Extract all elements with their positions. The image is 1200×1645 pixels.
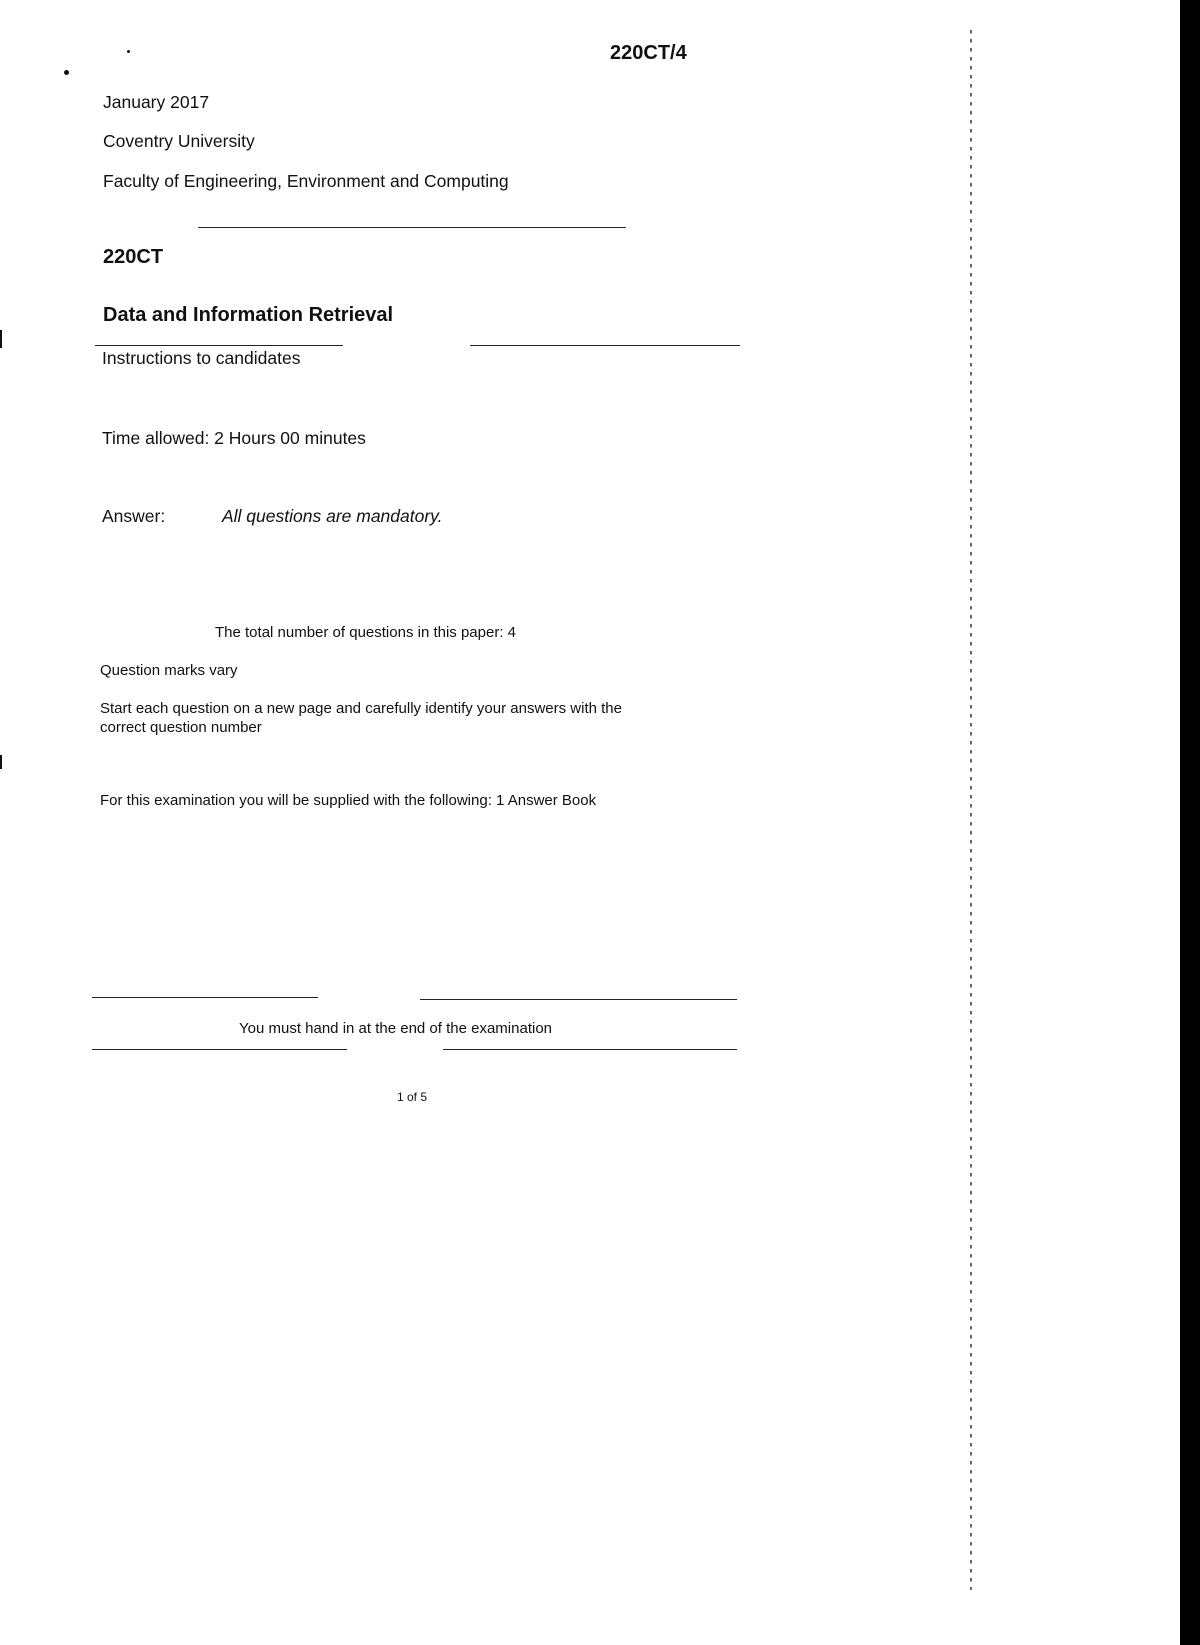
- question-marks: Question marks vary: [100, 662, 238, 679]
- divider: [420, 999, 737, 1000]
- divider: [198, 227, 626, 228]
- answer-label: Answer:: [102, 506, 166, 526]
- scan-edge-shadow: [1180, 0, 1200, 1645]
- module-title: Data and Information Retrieval: [103, 304, 394, 326]
- university-name: Coventry University: [103, 131, 255, 151]
- hand-in-notice: You must hand in at the end of the examination: [239, 1020, 553, 1037]
- answer-value: All questions are mandatory.: [222, 506, 443, 526]
- paper-code: 220CT/4: [610, 42, 687, 64]
- divider: [443, 1049, 737, 1050]
- divider: [470, 345, 740, 346]
- scan-speck: [64, 70, 69, 75]
- start-each-question-line2: correct question number: [100, 719, 262, 736]
- faculty-name: Faculty of Engineering, Environment and Computing: [103, 171, 509, 191]
- exam-date: January 2017: [103, 92, 210, 112]
- supplied-materials: For this examination you will be supplied with the following: 1 Answer Book: [100, 792, 597, 809]
- perforation-line: [970, 30, 972, 1590]
- scan-speck: [127, 50, 130, 53]
- start-each-question-line1: Start each question on a new page and carefully identify your answers with the: [100, 700, 622, 717]
- time-allowed: Time allowed: 2 Hours 00 minutes: [102, 428, 366, 448]
- divider: [92, 997, 318, 998]
- module-code: 220CT: [103, 246, 164, 268]
- divider: [92, 1049, 347, 1050]
- total-questions: The total number of questions in this paper: 4: [215, 624, 517, 641]
- divider: [95, 345, 343, 346]
- scan-mark: [0, 755, 2, 769]
- page-number: 1 of 5: [397, 1090, 428, 1104]
- scan-mark: [0, 330, 2, 348]
- instructions-heading: Instructions to candidates: [102, 348, 301, 368]
